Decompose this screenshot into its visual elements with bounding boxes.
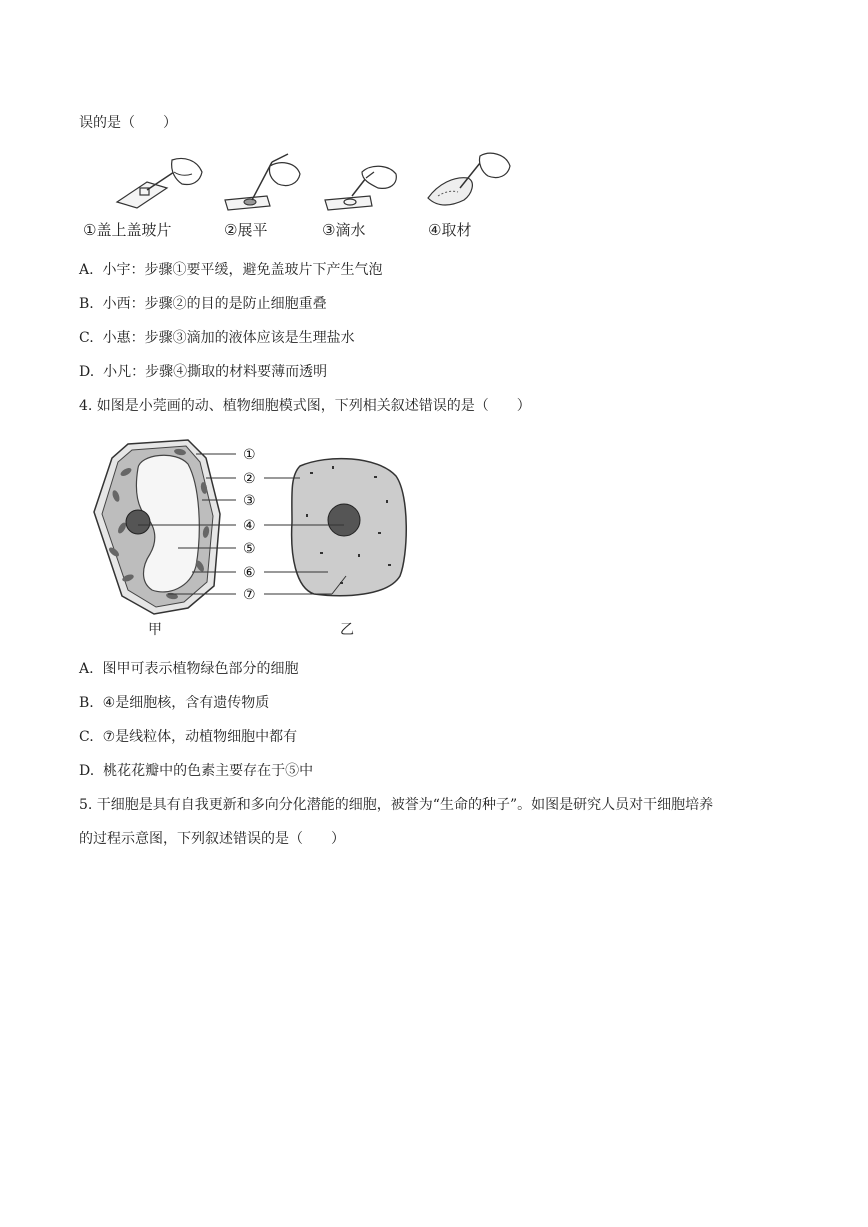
label-7: ⑦ [243, 587, 256, 603]
step-label-1: ①盖上盖玻片 [83, 221, 172, 239]
q5-stem-line1: 5. 干细胞是具有自我更新和多向分化潜能的细胞，被誉为“生命的种子”。如图是研究人员对干细胞培养 [79, 797, 714, 813]
option-letter: A. [79, 262, 94, 278]
option-text: 小宇：步骤①要平缓，避免盖玻片下产生气泡 [102, 262, 383, 278]
cell-diagram [88, 436, 418, 641]
step3-illustration [322, 150, 417, 212]
option-text: 小西：步骤②的目的是防止细胞重叠 [102, 296, 327, 312]
option-text: 小惠：步骤③滴加的液体应该是生理盐水 [102, 330, 355, 346]
step1-illustration [112, 150, 207, 212]
option-letter: C. [79, 330, 94, 346]
step-label-3: ③滴水 [322, 221, 366, 239]
option-text: 桃花花瓣中的色素主要存在于⑤中 [103, 763, 314, 779]
q4-option-b[interactable] [79, 694, 269, 712]
option-text: 图甲可表示植物绿色部分的细胞 [102, 661, 299, 677]
step-label-4: ④取材 [428, 221, 472, 239]
label-6: ⑥ [243, 565, 256, 581]
option-text: ④是细胞核，含有遗传物质 [102, 695, 270, 711]
option-letter: B. [79, 695, 94, 711]
label-2: ② [243, 471, 256, 487]
step-label-2: ②展平 [224, 221, 268, 239]
option-text: ⑦是线粒体，动植物细胞中都有 [102, 729, 298, 745]
q4-option-d[interactable] [79, 762, 313, 780]
q3-stem-tail: 误的是（ ） [79, 115, 177, 131]
animal-nucleus [328, 504, 360, 536]
option-letter: B. [79, 296, 94, 312]
label-3: ③ [243, 493, 256, 509]
q4-option-c[interactable] [79, 728, 297, 746]
option-letter: C. [79, 729, 94, 745]
label-4: ④ [243, 518, 256, 534]
plant-cell-label: 甲 [148, 622, 162, 638]
q3-option-b[interactable] [79, 295, 327, 313]
q4-stem: 4. 如图是小莞画的动、植物细胞模式图，下列相关叙述错误的是（ ） [79, 398, 531, 414]
step2-illustration [222, 150, 317, 212]
step4-illustration [424, 148, 519, 212]
q4-option-a[interactable] [79, 660, 298, 678]
animal-cell-label: 乙 [340, 622, 354, 638]
option-letter: D. [79, 763, 95, 779]
q3-option-c[interactable] [79, 329, 355, 347]
option-text: 小凡：步骤④撕取的材料要薄而透明 [103, 364, 328, 380]
option-letter: D. [79, 364, 95, 380]
q3-option-d[interactable] [79, 363, 327, 381]
label-5: ⑤ [243, 541, 256, 557]
q5-stem-line2: 的过程示意图，下列叙述错误的是（ ） [79, 831, 345, 847]
q3-option-a[interactable] [79, 261, 382, 279]
label-1: ① [243, 447, 256, 463]
option-letter: A. [79, 661, 94, 677]
plant-nucleus [126, 510, 150, 534]
